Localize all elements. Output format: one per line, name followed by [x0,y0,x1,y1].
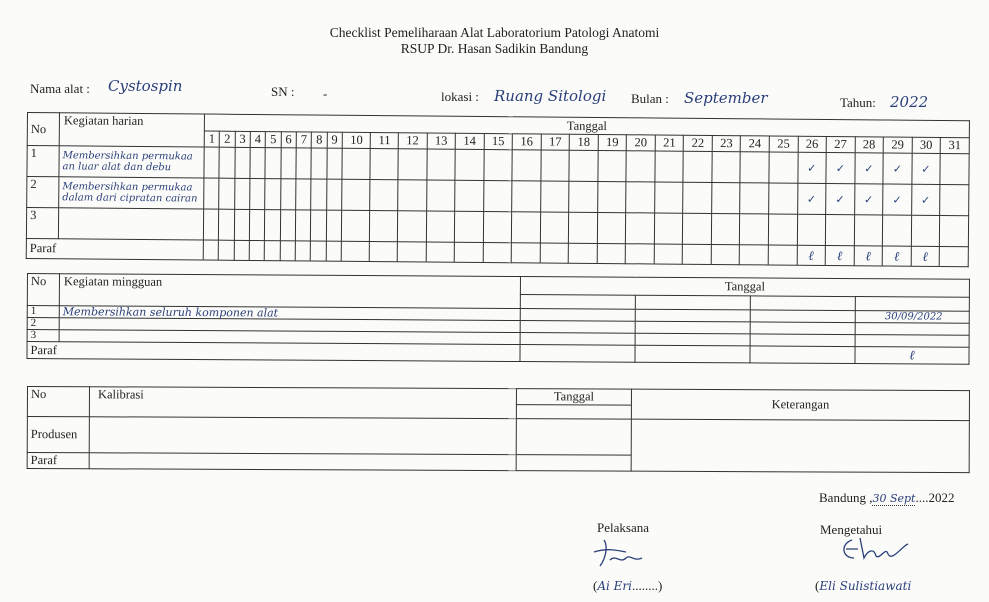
weekly-date-cell [750,310,855,323]
day-cell [342,148,371,179]
day-cell [296,179,312,210]
footer-place-date: Bandung ,30 Sept....2022 [819,490,955,505]
day-cell [740,183,769,214]
day-header-27: 27 [826,136,855,152]
day-cell [882,215,911,246]
tahun-label: Tahun: [840,95,876,110]
day-cell [655,151,684,182]
day-cell [712,182,741,213]
mengetahui-name: Eli Sulistiawati [819,579,912,593]
sn-label: SN : [271,84,295,99]
day-cell [342,179,371,210]
day-cell [219,178,235,209]
day-header-28: 28 [855,137,884,153]
day-cell [234,178,250,209]
daily-paraf-label: Paraf [26,238,203,260]
weekly-date: 30/09/2022 [855,311,969,324]
day-cell [326,210,342,241]
day-cell [455,149,484,180]
day-cell [327,148,343,179]
weekly-date-cell [520,321,635,334]
weekly-tanggal-header: Tanggal [520,277,969,298]
paraf-cell [683,244,712,264]
day-cell [512,150,541,181]
day-cell [597,212,626,243]
day-header-31: 31 [940,137,969,153]
day-cell [769,183,798,214]
daily-row-activity [59,146,204,178]
day-cell [280,179,296,210]
day-cell [370,149,398,180]
weekly-paraf-cell [635,345,750,363]
weekly-date-cell [635,321,750,334]
day-cell [626,182,655,213]
weekly-row-no: 2 [27,318,59,330]
day-cell [397,211,426,242]
day-cell [370,210,398,241]
day-cell [683,182,712,213]
paraf-cell [939,246,968,266]
cal-tanggal-header: Tanggal [516,389,631,406]
calibration-table [27,386,970,473]
day-cell [311,179,327,210]
weekly-date-cell [750,334,855,347]
day-header-16: 16 [512,134,541,150]
day-cell [797,214,826,245]
day-cell [769,152,798,183]
day-cell [341,210,370,241]
check-mark: ✓ [854,153,883,184]
day-cell [219,147,235,178]
day-cell [427,149,456,180]
day-cell [234,209,250,240]
check-mark: ✓ [826,152,855,183]
day-cell [825,214,854,245]
pelaksana-name-line: (Ai Eri........) [593,578,663,593]
day-cell [597,181,626,212]
day-header-2: 2 [220,131,235,147]
day-cell [398,149,427,180]
paraf-mark: ℓ [882,246,911,266]
day-cell [455,180,484,211]
paraf-cell [219,240,235,260]
day-cell [249,209,265,240]
daily-tanggal-header: Tanggal [204,114,969,138]
day-cell [740,152,769,183]
nama-alat-value: Cystospin [108,77,183,95]
day-cell [484,149,513,180]
day-cell [768,214,797,245]
day-cell [219,209,235,240]
day-cell [569,150,598,181]
lokasi-value: Ruang Sitologi [494,87,607,105]
day-header-14: 14 [455,133,484,149]
day-header-13: 13 [427,133,456,149]
activity-line-2: dalam dari cipratan cairan [62,192,198,205]
page-title: Checklist Pemeliharaan Alat Laboratorium Patologi Anatomi [329,25,660,40]
cal-no-header: No [27,387,89,417]
paraf-mark: ℓ [911,246,940,266]
day-cell [854,215,883,246]
day-cell [683,213,712,244]
day-cell [626,213,655,244]
cal-produsen-label: Produsen [27,417,89,453]
paraf-cell [568,243,597,263]
paraf-cell [511,243,540,263]
day-cell [940,215,969,246]
day-cell [250,147,266,178]
mengetahui-signature [834,532,914,568]
day-cell [654,182,683,213]
weekly-date-cell [520,309,635,322]
check-mark: ✓ [883,184,912,215]
weekly-paraf-mark: ℓ [855,347,969,365]
day-header-3: 3 [235,131,250,147]
day-cell [265,210,281,241]
paraf-cell [768,245,797,265]
place-prefix: Bandung , [819,490,873,505]
paraf-cell [295,241,311,261]
day-cell [326,179,342,210]
weekly-paraf-cell [520,345,635,363]
day-header-22: 22 [684,135,713,151]
day-header-19: 19 [598,134,627,150]
lokasi-label: lokasi : [441,89,479,104]
weekly-date-cell [635,309,750,322]
day-header-8: 8 [311,132,326,148]
day-cell [940,153,969,184]
daily-row-activity [58,208,203,240]
paraf-mark: ℓ [825,245,854,265]
day-cell [265,148,281,179]
day-cell [569,181,598,212]
daily-row-no: 2 [27,177,59,208]
day-header-12: 12 [398,133,427,149]
day-cell [540,181,569,212]
day-cell [204,147,220,178]
check-mark: ✓ [911,184,940,215]
day-header-10: 10 [342,132,371,148]
day-header-18: 18 [569,134,598,150]
day-cell [235,147,251,178]
weekly-no-header: No [27,274,59,306]
day-cell [483,180,512,211]
page-subtitle: RSUP Dr. Hasan Sadikin Bandung [400,41,589,56]
day-cell [940,184,969,215]
day-header-1: 1 [204,131,219,147]
paraf-cell [626,244,655,264]
day-header-5: 5 [266,132,281,148]
daily-row-no: 3 [26,208,58,239]
day-cell [540,212,569,243]
pelaksana-label: Pelaksana [597,520,649,535]
day-cell [250,178,266,209]
activity-line-1 [62,223,203,224]
daily-row-no: 1 [27,146,59,177]
tahun-value: 2022 [890,93,929,111]
weekly-date-cell [750,322,855,335]
day-cell [740,214,769,245]
day-cell [626,151,655,182]
activity-line-1: Membersihkan permukaa [62,181,193,194]
day-header-7: 7 [296,132,311,148]
activity-line-1: Membersihkan permukaa [62,150,193,163]
day-header-6: 6 [281,132,296,148]
day-cell [455,211,484,242]
check-mark: ✓ [797,183,826,214]
cal-kalibrasi-header: Kalibrasi [89,387,516,419]
paraf-cell [454,242,483,262]
day-cell [280,210,296,241]
bulan-value: September [684,89,768,107]
check-mark: ✓ [826,183,855,214]
day-header-21: 21 [655,135,684,151]
day-cell [711,213,740,244]
paraf-cell [740,245,769,265]
day-cell [281,148,297,179]
weekly-paraf-label: Paraf [27,342,520,362]
day-cell [311,210,327,241]
paraf-cell [311,241,327,261]
check-mark: ✓ [854,184,883,215]
weekly-row-activity: Membersihkan seluruh komponen alat [59,306,520,321]
day-header-23: 23 [712,135,741,151]
mengetahui-name-line: (Eli Sulistiawati [815,578,912,593]
pelaksana-name: Ai Eri [597,579,632,593]
paraf-cell [483,242,512,262]
paraf-cell [280,241,296,261]
paraf-cell [711,244,740,264]
paraf-cell [654,244,683,264]
paraf-cell [540,243,569,263]
place-year: 2022 [928,490,955,505]
day-cell [712,151,741,182]
day-cell [541,150,570,181]
weekly-row-no: 3 [27,330,59,342]
activity-line-2 [62,223,203,224]
sn-value: - [323,86,328,101]
paraf-cell [265,241,281,261]
day-cell [598,150,627,181]
mengetahui-label: Mengetahui [820,522,883,537]
check-mark: ✓ [912,153,941,184]
day-cell [483,211,512,242]
day-header-4: 4 [250,131,265,147]
day-cell [683,151,712,182]
paraf-cell [397,242,426,262]
day-cell [512,181,541,212]
paraf-cell [234,240,250,260]
pelaksana-signature [586,536,656,572]
paraf-cell [597,243,626,263]
paraf-cell [341,241,370,261]
weekly-date [855,323,969,336]
nama-alat-label: Nama alat : [30,81,90,96]
day-cell [398,180,427,211]
day-header-17: 17 [541,134,570,150]
weekly-table [26,273,970,365]
daily-row-activity [59,177,204,209]
paraf-cell [326,241,342,261]
day-cell [426,211,455,242]
check-mark: ✓ [797,152,826,183]
day-cell [370,179,398,210]
day-cell [204,178,220,209]
day-header-29: 29 [883,137,912,153]
day-cell [295,210,311,241]
daily-no-header: No [27,113,59,146]
place-date: 30 Sept [872,492,916,505]
paraf-mark: ℓ [854,246,883,266]
day-cell [265,179,281,210]
day-header-30: 30 [912,137,941,153]
weekly-row-no: 1 [27,306,59,318]
day-cell [296,148,312,179]
day-header-25: 25 [769,136,798,152]
bulan-label: Bulan : [631,91,669,106]
day-header-15: 15 [484,133,513,149]
paraf-cell [249,240,265,260]
activity-line-2: an luar alat dan debu [62,161,172,174]
weekly-activity-header: Kegiatan mingguan [59,274,520,309]
paraf-cell [203,240,219,260]
weekly-date [855,335,969,348]
day-header-24: 24 [741,136,770,152]
day-header-9: 9 [327,132,342,148]
check-mark: ✓ [883,153,912,184]
day-cell [654,213,683,244]
day-header-26: 26 [798,136,827,152]
cal-keterangan-header: Keterangan [631,389,969,420]
day-cell [203,209,219,240]
weekly-date-cell [520,333,635,346]
paraf-mark: ℓ [797,245,826,265]
cal-paraf-label: Paraf [27,453,89,469]
day-header-11: 11 [371,133,399,149]
paraf-cell [426,242,455,262]
day-cell [911,215,940,246]
day-cell [426,180,455,211]
paraf-cell [370,241,398,261]
day-cell [512,212,541,243]
day-cell [569,212,598,243]
daily-table [26,112,970,267]
day-header-20: 20 [626,135,655,151]
daily-activity-header: Kegiatan harian [59,113,204,147]
weekly-paraf-cell [750,346,855,364]
weekly-date-cell [635,333,750,346]
day-cell [311,148,327,179]
